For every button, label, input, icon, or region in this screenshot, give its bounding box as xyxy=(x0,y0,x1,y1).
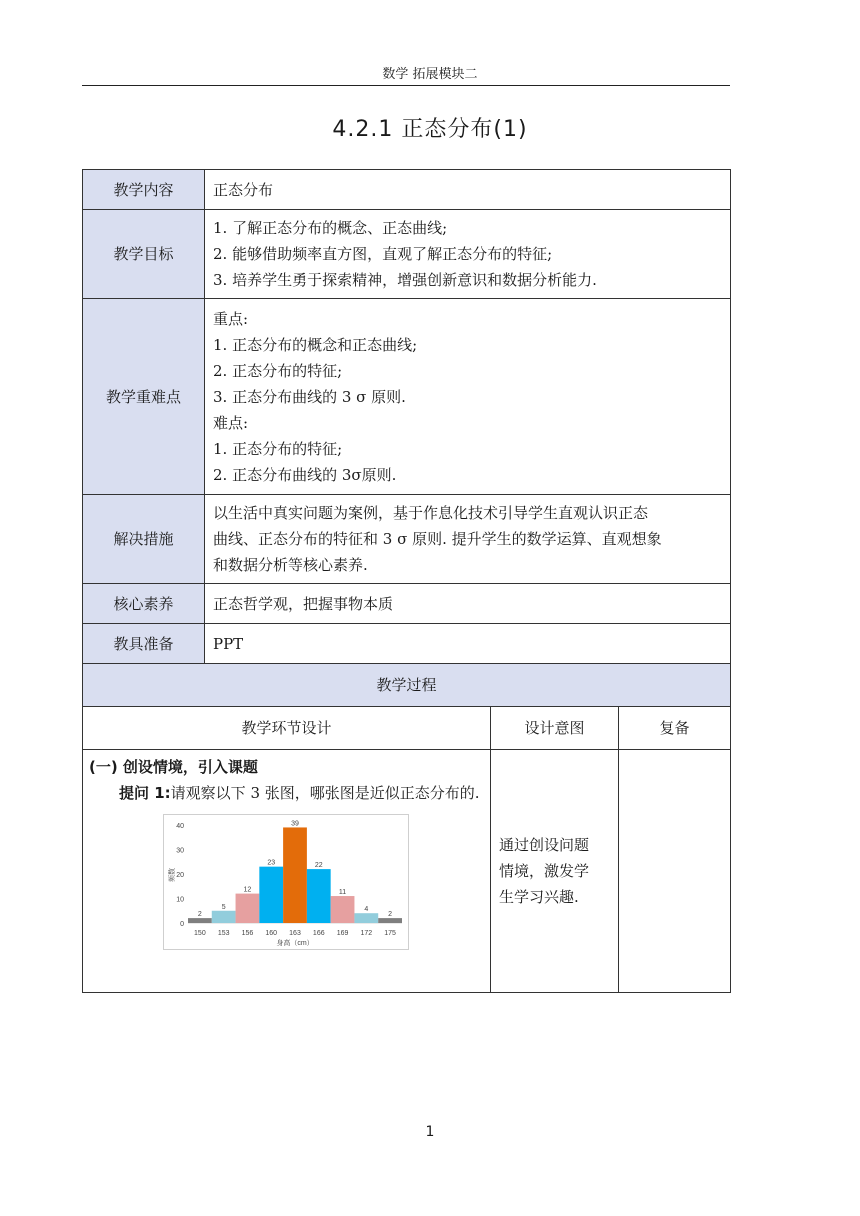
histogram-bar xyxy=(354,913,378,923)
question-label: 提问 1: xyxy=(119,784,171,802)
bar-value-label: 23 xyxy=(267,859,276,867)
row-process-title xyxy=(83,664,731,707)
bar-value-label: 4 xyxy=(364,906,369,914)
histogram-bar xyxy=(259,867,283,923)
x-tick-label: 160 xyxy=(265,930,278,937)
label-content: 教学内容 xyxy=(83,170,205,210)
keypoint-line: 重点: xyxy=(213,309,249,328)
label-literacy: 核心素养 xyxy=(83,584,205,624)
label-measures: 解决措施 xyxy=(83,495,205,584)
bar-value-label: 12 xyxy=(243,886,252,894)
intent-line: 生学习兴趣. xyxy=(499,888,579,906)
histogram-bar xyxy=(212,911,236,923)
value-tools: PPT xyxy=(205,624,731,664)
measure-line: 曲线、正态分布的特征和 3 σ 原则. 提升学生的数学运算、直观想象 xyxy=(213,530,662,548)
histogram-bar xyxy=(236,894,260,923)
keypoint-line: 2. 正态分布的特征; xyxy=(213,361,343,380)
histogram-chart xyxy=(163,814,409,950)
process-title: 教学过程 xyxy=(83,664,731,707)
x-tick-label: 166 xyxy=(312,930,325,937)
header-rule xyxy=(82,85,730,86)
bar-value-label: 39 xyxy=(291,820,299,828)
intent-line: 通过创设问题 xyxy=(499,836,590,854)
keypoint-line: 难点: xyxy=(213,413,249,432)
y-tick-label: 30 xyxy=(176,847,184,855)
row-tools xyxy=(83,624,731,664)
histogram-svg xyxy=(164,815,408,949)
process-review-cell xyxy=(619,750,731,993)
keypoint-line: 3. 正态分布曲线的 3 σ 原则. xyxy=(213,387,406,406)
y-tick-label: 10 xyxy=(176,896,184,904)
x-axis-label: 身高（cm） xyxy=(276,940,314,947)
histogram-bar xyxy=(307,869,331,923)
keypoint-line: 2. 正态分布曲线的 3σ原则. xyxy=(213,465,397,484)
x-tick-label: 172 xyxy=(360,930,373,937)
row-keypoints xyxy=(83,299,731,495)
col-intent-header: 设计意图 xyxy=(491,707,619,750)
row-literacy xyxy=(83,584,731,624)
question xyxy=(89,780,484,806)
x-tick-label: 169 xyxy=(336,930,349,937)
row-process-columns xyxy=(83,707,731,750)
step-heading: (一) 创设情境，引入课题 xyxy=(89,758,258,776)
bar-value-label: 11 xyxy=(338,889,347,897)
bar-value-label: 22 xyxy=(314,862,323,870)
page-title: 4.2.1 正态分布(1) xyxy=(332,117,528,142)
bar-value-label: 2 xyxy=(197,911,202,919)
label-tools: 教具准备 xyxy=(83,624,205,664)
running-header: 数学 拓展模块二 xyxy=(382,67,478,82)
goal-line: 1. 了解正态分布的概念、正态曲线; xyxy=(213,219,448,237)
measure-line: 和数据分析等核心素养. xyxy=(213,556,368,574)
value-keypoints xyxy=(205,299,731,495)
y-axis-label: 频数 xyxy=(169,868,176,882)
col-design-header: 教学环节设计 xyxy=(83,707,491,750)
keypoint-line: 1. 正态分布的特征; xyxy=(213,439,343,458)
x-tick-label: 156 xyxy=(241,930,254,937)
x-tick-label: 175 xyxy=(384,930,396,937)
goal-line: 2. 能够借助频率直方图，直观了解正态分布的特征; xyxy=(213,245,553,263)
intent-line: 情境，激发学 xyxy=(499,862,590,880)
col-review-header: 复备 xyxy=(619,707,731,750)
measure-line: 以生活中真实问题为案例，基于作息化技术引导学生直观认识正态 xyxy=(213,504,649,522)
histogram-bar xyxy=(188,918,212,923)
row-measures xyxy=(83,495,731,584)
value-goals xyxy=(205,210,731,299)
process-design-cell xyxy=(83,750,491,993)
y-tick-label: 0 xyxy=(180,921,184,928)
keypoint-line: 1. 正态分布的概念和正态曲线; xyxy=(213,335,418,354)
histogram-bar xyxy=(331,896,355,923)
page-number: 1 xyxy=(425,1124,435,1140)
histogram-bar xyxy=(378,918,402,923)
y-tick-label: 40 xyxy=(176,823,184,830)
label-keypoints: 教学重难点 xyxy=(83,299,205,495)
process-intent-cell xyxy=(491,750,619,993)
x-tick-label: 163 xyxy=(289,930,301,937)
value-content: 正态分布 xyxy=(205,170,731,210)
bar-value-label: 5 xyxy=(221,903,226,911)
x-tick-label: 153 xyxy=(217,930,230,937)
value-measures xyxy=(205,495,731,584)
question-text: 请观察以下 3 张图，哪张图是近似正态分布的. xyxy=(170,784,480,802)
lesson-plan-table xyxy=(82,169,731,993)
row-process-step1 xyxy=(83,750,731,993)
histogram-bar xyxy=(283,827,307,923)
row-content xyxy=(83,170,731,210)
label-goals: 教学目标 xyxy=(83,210,205,299)
bar-value-label: 2 xyxy=(388,911,393,919)
y-tick-label: 20 xyxy=(176,872,184,879)
value-literacy: 正态哲学观，把握事物本质 xyxy=(205,584,731,624)
row-goals xyxy=(83,210,731,299)
x-tick-label: 150 xyxy=(194,930,206,937)
goal-line: 3. 培养学生勇于探索精神，增强创新意识和数据分析能力. xyxy=(213,271,597,289)
